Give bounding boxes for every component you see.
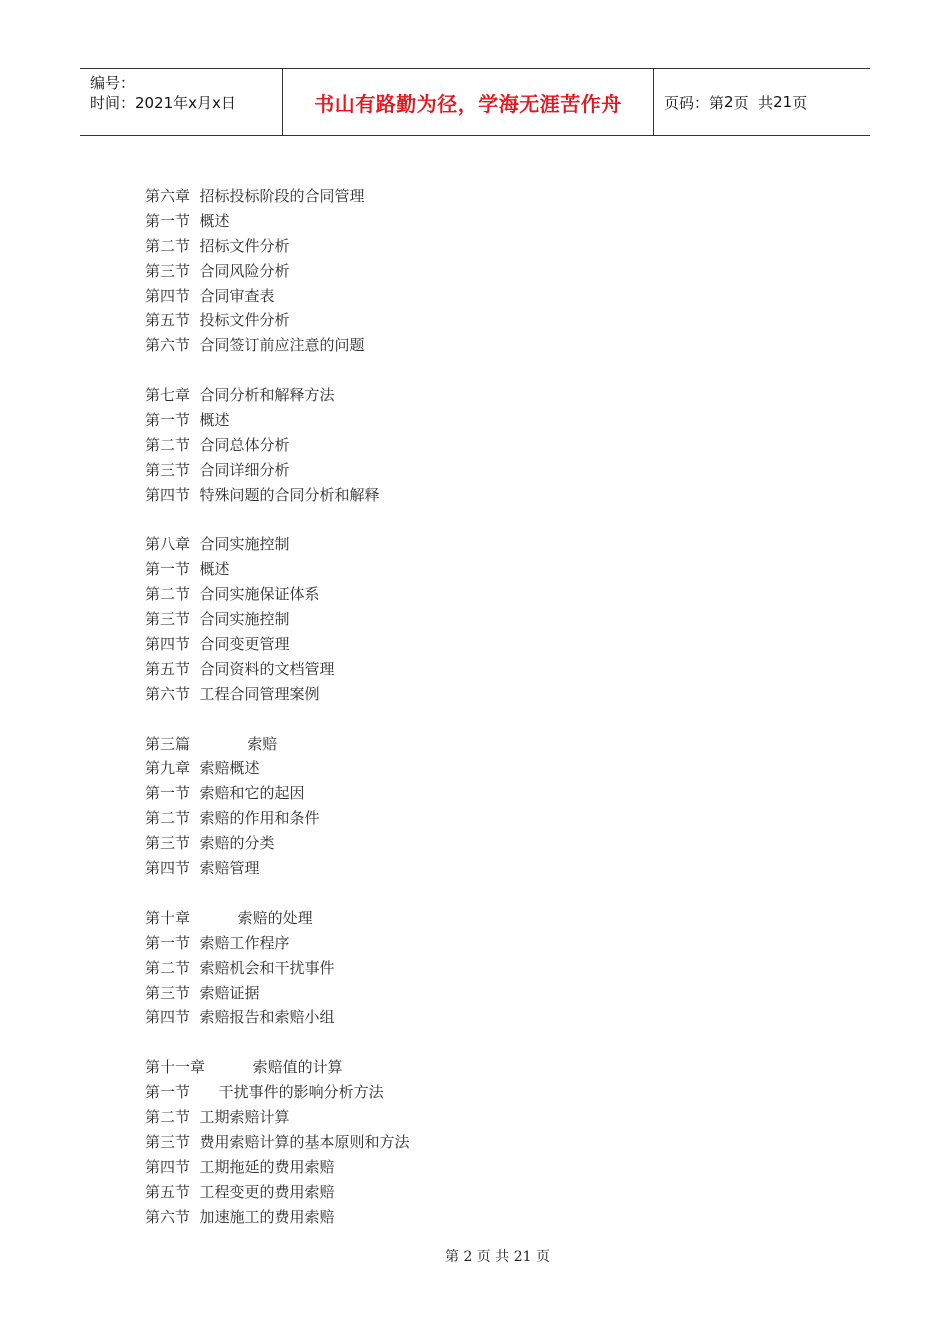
toc-section-item: 第五节 投标文件分析 <box>145 311 290 330</box>
toc-section-item: 第四节 特殊问题的合同分析和解释 <box>145 485 380 504</box>
toc-section-item: 第四节 索赔管理 <box>145 859 260 878</box>
toc-spacer <box>145 881 410 906</box>
page-suffix: 页 <box>792 93 808 112</box>
page-header <box>80 68 870 136</box>
toc-section-item: 第二节 索赔机会和干扰事件 <box>145 958 335 977</box>
toc-section-item: 第二节 合同总体分析 <box>145 435 290 454</box>
toc-section-item: 第二节 索赔的作用和条件 <box>145 809 320 828</box>
toc-section-item: 第三节 费用索赔计算的基本原则和方法 <box>145 1132 410 1151</box>
toc-spacer <box>145 508 410 533</box>
toc-chapter-heading: 第三篇 索赔 <box>145 734 278 753</box>
toc-section-item: 第一节 干扰事件的影响分析方法 <box>145 1083 384 1102</box>
toc-section-item: 第一节 概述 <box>145 560 230 579</box>
toc-section-item: 第三节 合同详细分析 <box>145 460 290 479</box>
toc-section-item: 第一节 概述 <box>145 211 230 230</box>
number-label: 编号： <box>90 74 136 92</box>
toc-section-item: 第四节 工期拖延的费用索赔 <box>145 1157 335 1176</box>
toc-section-item: 第六节 工程合同管理案例 <box>145 684 320 703</box>
toc-section-item: 第五节 合同资料的文档管理 <box>145 659 335 678</box>
toc-section-item: 第四节 合同审查表 <box>145 286 275 305</box>
toc-section-item: 第一节 索赔和它的起因 <box>145 784 305 803</box>
toc-section-item: 第一节 索赔工作程序 <box>145 933 290 952</box>
page-mid: 页 共 <box>733 93 774 112</box>
toc-section-item: 第一节 概述 <box>145 411 230 430</box>
toc-section-item: 第三节 合同实施控制 <box>145 610 290 629</box>
toc-section-item: 第六节 加速施工的费用索赔 <box>145 1207 335 1226</box>
toc-chapter-heading: 第六章 招标投标阶段的合同管理 <box>145 187 365 205</box>
header-page-info <box>654 69 870 135</box>
toc-section-item: 第三节 索赔的分类 <box>145 834 275 853</box>
toc-spacer <box>145 707 410 732</box>
toc-section-item: 第六节 合同签订前应注意的问题 <box>145 336 365 355</box>
toc-chapter-heading: 第十章 索赔的处理 <box>145 908 313 927</box>
toc-chapter-heading: 第十一章 索赔值的计算 <box>145 1058 343 1077</box>
toc-spacer <box>145 1030 410 1055</box>
toc-chapter-heading: 第七章 合同分析和解释方法 <box>145 386 335 405</box>
page-prefix: 页码：第 <box>664 93 725 112</box>
toc-section-item: 第四节 合同变更管理 <box>145 635 290 654</box>
page-footer: 第 2 页 共 21 页 <box>445 1249 550 1265</box>
toc-section-item: 第三节 合同风险分析 <box>145 261 290 280</box>
time-label: 时间：2021年x月x日 <box>90 94 236 112</box>
toc-section-item: 第二节 合同实施保证体系 <box>145 585 320 604</box>
toc-section-item: 第二节 工期索赔计算 <box>145 1107 290 1126</box>
page-total: 21 <box>773 93 793 111</box>
toc-section-item: 第三节 索赔证据 <box>145 983 260 1002</box>
toc-section-item: 第四节 索赔报告和索赔小组 <box>145 1008 335 1027</box>
page-current: 2 <box>724 93 734 111</box>
toc-chapter-heading: 第八章 合同实施控制 <box>145 535 290 554</box>
toc-section-item: 第二节 招标文件分析 <box>145 236 290 255</box>
table-of-contents <box>145 184 410 1229</box>
header-motto: 书山有路勤为径，学海无涯苦作舟 <box>282 69 654 135</box>
header-meta <box>80 69 282 135</box>
toc-spacer <box>145 358 410 383</box>
toc-section-item: 第五节 工程变更的费用索赔 <box>145 1182 335 1201</box>
toc-section-item: 第九章 索赔概述 <box>145 759 260 778</box>
